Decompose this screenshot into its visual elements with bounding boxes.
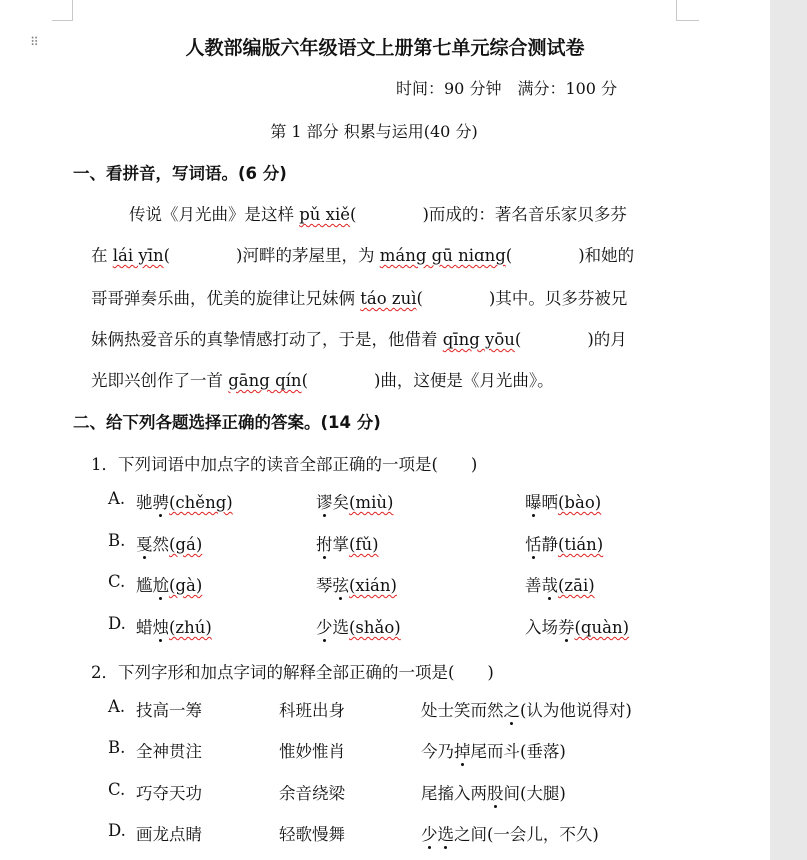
q1-option-item: 善哉(zāi) xyxy=(525,576,595,595)
part-heading: 第 1 部分 积累与运用(40 分) xyxy=(270,122,478,141)
pinyin-annotation: (xián) xyxy=(349,576,397,595)
q1-option-letter: C. xyxy=(108,572,126,591)
q2-option-item: 今乃掉尾而斗(垂落) xyxy=(421,742,566,761)
pinyin-annotation: (zhú) xyxy=(169,618,212,637)
emphasis-dot-char: 掉 xyxy=(454,742,471,761)
q1-option-letter: A. xyxy=(108,489,126,508)
emphasis-dot-char: 戛 xyxy=(136,535,153,554)
q1-option-item: 琴弦(xián) xyxy=(316,576,397,595)
page-title: 人教部编版六年级语文上册第七单元综合测试卷 xyxy=(185,37,585,59)
q2-option-item: 轻歌慢舞 xyxy=(279,825,345,844)
q2-option-item: 巧夺天功 xyxy=(136,784,202,803)
paragraph-line: 在 lái yīn( )河畔的茅屋里，为 máng gū niɑng( )和她的 xyxy=(91,246,635,265)
q2-option-item: 余音绕梁 xyxy=(279,784,345,803)
emphasis-dot-char: 弦 xyxy=(332,576,349,595)
q1-option-item: 谬矣(miù) xyxy=(316,493,394,512)
q2-option-item: 画龙点睛 xyxy=(136,825,202,844)
q2-option-item: 少选之间(一会儿，不久) xyxy=(421,825,599,844)
q1-option-letter: B. xyxy=(108,531,126,550)
emphasis-dot-char: 恬 xyxy=(525,535,542,554)
pinyin-annotation: (bào) xyxy=(558,493,602,512)
exam-meta: 时间：90 分钟 满分：100 分 xyxy=(396,79,618,98)
pinyin-annotation: (miù) xyxy=(349,493,394,512)
pinyin-annotation: (quàn) xyxy=(574,618,630,637)
q2-option-item: 尾搐入两股间(大腿) xyxy=(421,784,566,803)
section-1-heading: 一、看拼音，写词语。(6 分) xyxy=(73,164,287,183)
window-margin xyxy=(770,0,807,860)
emphasis-dot-char: 少 xyxy=(316,618,333,637)
pinyin-annotation: (fǔ) xyxy=(349,535,379,554)
q1-option-item: 戛然(gá) xyxy=(136,535,203,554)
q1-option-item: 恬静(tián) xyxy=(525,535,604,554)
emphasis-dot-char: 之 xyxy=(503,701,520,720)
q1-option-item: 蜡烛(zhú) xyxy=(136,618,212,637)
question-2-stem: 2．下列字形和加点字词的解释全部正确的一项是( ) xyxy=(91,663,494,682)
q2-option-letter: D. xyxy=(108,821,126,840)
pinyin-annotation: (gà) xyxy=(169,576,203,595)
q2-option-item: 技高一筹 xyxy=(136,701,202,720)
q1-option-letter: D. xyxy=(108,614,126,633)
pinyin-annotation: (shǎo) xyxy=(349,618,401,637)
q1-option-item: 拊掌(fǔ) xyxy=(316,535,379,554)
emphasis-dot-char: 谬 xyxy=(316,493,333,512)
paragraph-line: 光即兴创作了一首 gāng qín( )曲，这便是《月光曲》。 xyxy=(91,371,554,390)
emphasis-dot-char: 骋 xyxy=(152,493,169,512)
q1-option-item: 少选(shǎo) xyxy=(316,618,401,637)
crop-mark-top-right xyxy=(676,0,699,21)
q2-option-letter: C. xyxy=(108,780,126,799)
paragraph-line: 哥哥弹奏乐曲，优美的旋律让兄妹俩 táo zuì( )其中。贝多芬被兄 xyxy=(91,289,628,308)
pinyin-annotation: (zāi) xyxy=(558,576,595,595)
pinyin-annotation: (tián) xyxy=(558,535,604,554)
q1-option-item: 驰骋(chěng) xyxy=(136,493,233,512)
q2-option-item: 惟妙惟肖 xyxy=(279,742,345,761)
q1-option-item: 尴尬(gà) xyxy=(136,576,203,595)
paragraph-line: 传说《月光曲》是这样 pǔ xiě( )而成的：著名音乐家贝多芬 xyxy=(129,205,627,224)
pinyin-annotation: (chěng) xyxy=(169,493,233,512)
emphasis-dot-char: 曝 xyxy=(525,493,542,512)
drag-handle-icon[interactable]: ⠿ xyxy=(30,35,40,49)
q2-option-letter: B. xyxy=(108,738,126,757)
emphasis-dot-char: 选 xyxy=(437,825,454,844)
q1-option-item: 入场券(quàn) xyxy=(525,618,630,637)
paragraph-line: 妹俩热爱音乐的真挚情感打动了，于是，他借着 qīng yōu( )的月 xyxy=(91,330,627,349)
question-1-stem: 1．下列词语中加点字的读音全部正确的一项是( ) xyxy=(91,455,478,474)
emphasis-dot-char: 哉 xyxy=(541,576,558,595)
emphasis-dot-char: 少 xyxy=(421,825,438,844)
q2-option-letter: A. xyxy=(108,697,126,716)
emphasis-dot-char: 券 xyxy=(558,618,575,637)
q2-option-item: 全神贯注 xyxy=(136,742,202,761)
emphasis-dot-char: 拊 xyxy=(316,535,333,554)
pinyin-annotation: (gá) xyxy=(169,535,203,554)
emphasis-dot-char: 尬 xyxy=(152,576,169,595)
q2-option-item: 科班出身 xyxy=(279,701,345,720)
q1-option-item: 曝晒(bào) xyxy=(525,493,602,512)
emphasis-dot-char: 烛 xyxy=(152,618,169,637)
emphasis-dot-char: 股 xyxy=(487,784,504,803)
section-2-heading: 二、给下列各题选择正确的答案。(14 分) xyxy=(73,413,381,432)
crop-mark-top-left xyxy=(52,0,73,21)
q2-option-item: 处士笑而然之(认为他说得对) xyxy=(421,701,632,720)
